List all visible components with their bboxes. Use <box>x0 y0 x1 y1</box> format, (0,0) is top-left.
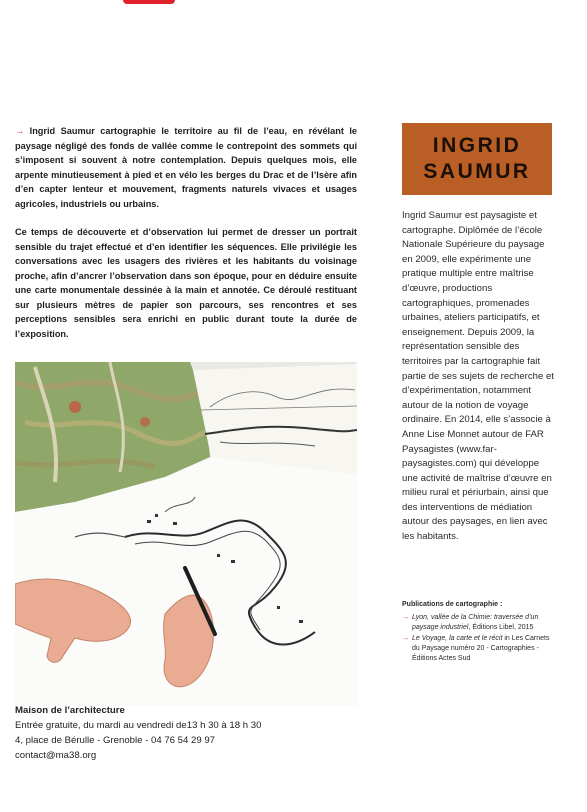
opening-hours: Entrée gratuite, du mardi au vendredi de13 h 30 à 18 h 30 <box>15 720 262 731</box>
artist-bio: Ingrid Saumur est paysagiste et cartographe. Diplômée de l’école Nationale Supérieure du paysage en 2009, elle expérimente une pratique multiple entre maîtrise d’œuvre, productions cartographiques, promenades urbaines, ateliers participatifs, et enseignement. Depuis 2009, la représentation sensible des territoires par la cartographie fait partie de ses sujets de recherche et d’expérimentation, notamment autour de la notion de voyage ordinaire. En 2014, elle s’associe à Anne Lise Monnet autour de FAR Paysagistes (www.far-paysagistes.com) qui développe une activité de maîtrise d’œuvre en milieu rural et périurbain, ainsi que des interventions de médiation autour des paysages, en lien avec les habitants. <box>402 210 554 543</box>
publication-details: in Les Carnets du Paysage numéro 20 - Cartographies - Éditions Actes Sud <box>412 635 550 662</box>
contact-email[interactable]: contact@ma38.org <box>15 750 97 761</box>
contact-block <box>15 703 355 763</box>
publication-item <box>402 613 552 633</box>
venue-address: 4, place de Bérulle - Grenoble - 04 76 54 29 97 <box>15 735 216 746</box>
publication-details: , Éditions Libel, 2015 <box>468 624 534 631</box>
intro-paragraph-1 <box>15 124 357 211</box>
publications-title: Publications de cartographie : <box>402 601 503 608</box>
intro-paragraph-1-text: Ingrid Saumur cartographie le territoire au fil de l’eau, en révélant le paysage négligé des fonds de vallée comme le contrepoint des sommets qui s’imposent si souvent à notre contemplation. Depuis quelques mois, elle arpente minutieusement à pied et en vélo les berges du Drac et de l’Isère afin d’en capter lenteur et mouvement, fragments naturels vivaces et usages agricoles, industriels ou urbains. <box>15 126 357 209</box>
arrow-right-icon: → <box>402 614 409 621</box>
venue-name: Maison de l’architecture <box>15 705 125 716</box>
publication-item <box>402 634 552 664</box>
publication-text <box>412 613 552 633</box>
arrow-right-icon: → <box>15 126 25 136</box>
intro-text <box>15 124 357 355</box>
intro-paragraph-2: Ce temps de découverte et d’observation lui permet de dresser un portrait sensible du trajet effectué et d’en identifier les séquences. Elle privilégie les conversations avec les usagers des rivières et les habitants du voisinage proche, afin d’ancrer l’observation dans son époque, pour en déduire ensuite une carte monumentale dessinée à la main et annotée. Ce déroulé restituant sur plusieurs mètres de papier son parcours, ses rencontres et ses perceptions sensibles sera enrichi en public durant toute la durée de l’exposition. <box>15 227 357 339</box>
arrow-right-icon: → <box>402 635 409 642</box>
publications-block <box>402 600 552 665</box>
artist-name-box <box>402 123 552 195</box>
publication-title: Lyon, vallée de la Chimie: traversée d’un paysage industriel <box>412 614 539 631</box>
map-drawing-illustration <box>15 362 357 706</box>
map-drawing-photo <box>15 362 357 706</box>
publication-title: Le Voyage, la carte et le récit <box>412 635 503 642</box>
publication-text <box>412 634 552 664</box>
top-accent-tab <box>123 0 175 4</box>
artist-last-name: SAUMUR <box>423 160 531 183</box>
artist-first-name: INGRID <box>432 134 522 157</box>
